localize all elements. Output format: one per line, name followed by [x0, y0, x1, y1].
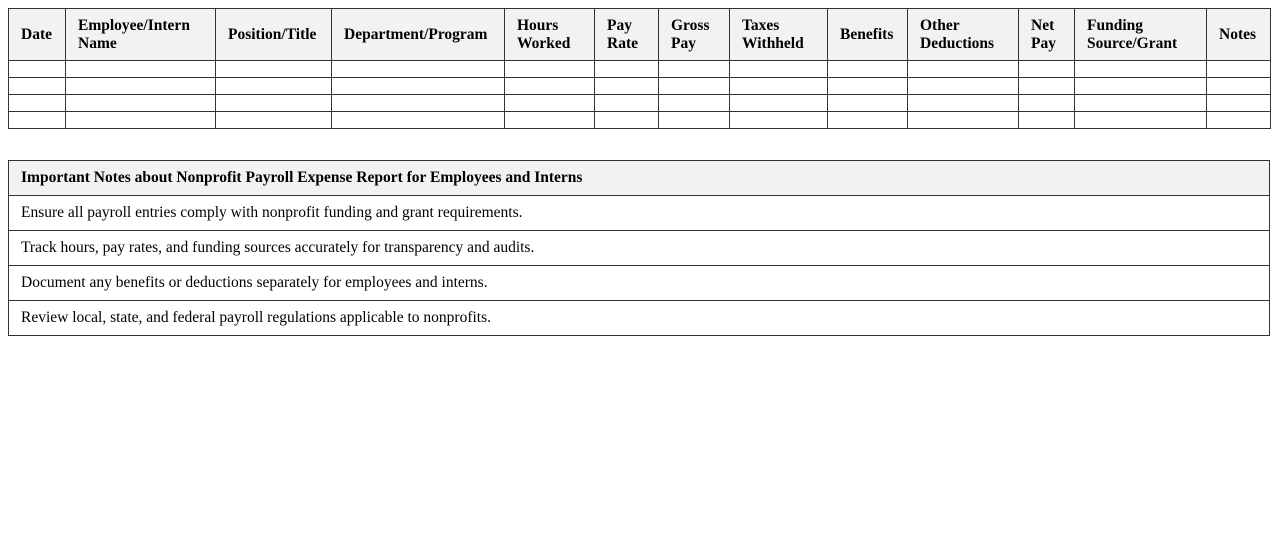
table-cell[interactable] — [505, 61, 595, 78]
table-cell[interactable] — [1019, 61, 1075, 78]
table-cell[interactable] — [1019, 112, 1075, 129]
column-header-benefits: Benefits — [828, 9, 908, 61]
column-header-gross-pay: Gross Pay — [659, 9, 730, 61]
table-cell[interactable] — [659, 95, 730, 112]
table-cell[interactable] — [828, 78, 908, 95]
table-cell[interactable] — [332, 78, 505, 95]
table-cell[interactable] — [828, 95, 908, 112]
column-header-net-pay: Net Pay — [1019, 9, 1075, 61]
column-header-department-program: Department/Program — [332, 9, 505, 61]
payroll-table-body — [9, 61, 1271, 129]
table-cell[interactable] — [730, 112, 828, 129]
payroll-table — [8, 8, 1271, 129]
table-cell[interactable] — [1075, 95, 1207, 112]
column-header-date: Date — [9, 9, 66, 61]
table-cell[interactable] — [66, 61, 216, 78]
column-header-other-deductions: Other Deductions — [908, 9, 1019, 61]
column-header-funding-source-grant: Funding Source/Grant — [1075, 9, 1207, 61]
table-cell[interactable] — [908, 61, 1019, 78]
table-cell[interactable] — [1207, 95, 1271, 112]
table-cell[interactable] — [505, 112, 595, 129]
note-row — [9, 196, 1270, 231]
table-cell[interactable] — [9, 95, 66, 112]
notes-table — [8, 160, 1270, 336]
table-cell[interactable] — [908, 78, 1019, 95]
table-cell[interactable] — [1075, 61, 1207, 78]
table-cell[interactable] — [595, 95, 659, 112]
note-item: Review local, state, and federal payroll regulations applicable to nonprofits. — [9, 301, 1270, 336]
table-cell[interactable] — [1207, 78, 1271, 95]
table-cell[interactable] — [9, 78, 66, 95]
table-cell[interactable] — [730, 95, 828, 112]
table-cell[interactable] — [66, 78, 216, 95]
table-cell[interactable] — [595, 61, 659, 78]
payroll-header-row — [9, 9, 1271, 61]
table-cell[interactable] — [595, 112, 659, 129]
table-cell[interactable] — [908, 112, 1019, 129]
table-cell[interactable] — [332, 61, 505, 78]
table-cell[interactable] — [659, 112, 730, 129]
notes-title: Important Notes about Nonprofit Payroll Expense Report for Employees and Interns — [9, 161, 1270, 196]
note-row — [9, 231, 1270, 266]
table-cell[interactable] — [1207, 61, 1271, 78]
table-cell[interactable] — [216, 61, 332, 78]
table-cell[interactable] — [505, 78, 595, 95]
table-cell[interactable] — [1075, 112, 1207, 129]
table-cell[interactable] — [1075, 78, 1207, 95]
column-header-notes: Notes — [1207, 9, 1271, 61]
table-cell[interactable] — [332, 95, 505, 112]
column-header-hours-worked: Hours Worked — [505, 9, 595, 61]
note-item: Track hours, pay rates, and funding sources accurately for transparency and audits. — [9, 231, 1270, 266]
table-cell[interactable] — [828, 112, 908, 129]
table-cell[interactable] — [730, 61, 828, 78]
table-cell[interactable] — [66, 112, 216, 129]
column-header-position-title: Position/Title — [216, 9, 332, 61]
table-row — [9, 78, 1271, 95]
notes-header-row — [9, 161, 1270, 196]
table-row — [9, 112, 1271, 129]
table-cell[interactable] — [1019, 78, 1075, 95]
table-cell[interactable] — [730, 78, 828, 95]
note-item: Document any benefits or deductions separately for employees and interns. — [9, 266, 1270, 301]
column-header-taxes-withheld: Taxes Withheld — [730, 9, 828, 61]
table-cell[interactable] — [216, 78, 332, 95]
table-cell[interactable] — [216, 95, 332, 112]
table-cell[interactable] — [595, 78, 659, 95]
column-header-pay-rate: Pay Rate — [595, 9, 659, 61]
table-row — [9, 95, 1271, 112]
note-row — [9, 266, 1270, 301]
note-row — [9, 301, 1270, 336]
column-header-employee-intern-name: Employee/Intern Name — [66, 9, 216, 61]
table-cell[interactable] — [908, 95, 1019, 112]
table-cell[interactable] — [216, 112, 332, 129]
table-cell[interactable] — [505, 95, 595, 112]
table-cell[interactable] — [659, 78, 730, 95]
table-cell[interactable] — [1019, 95, 1075, 112]
table-cell[interactable] — [1207, 112, 1271, 129]
table-cell[interactable] — [828, 61, 908, 78]
table-cell[interactable] — [9, 112, 66, 129]
table-cell[interactable] — [66, 95, 216, 112]
table-cell[interactable] — [659, 61, 730, 78]
table-cell[interactable] — [9, 61, 66, 78]
note-item: Ensure all payroll entries comply with nonprofit funding and grant requirements. — [9, 196, 1270, 231]
table-row — [9, 61, 1271, 78]
table-cell[interactable] — [332, 112, 505, 129]
